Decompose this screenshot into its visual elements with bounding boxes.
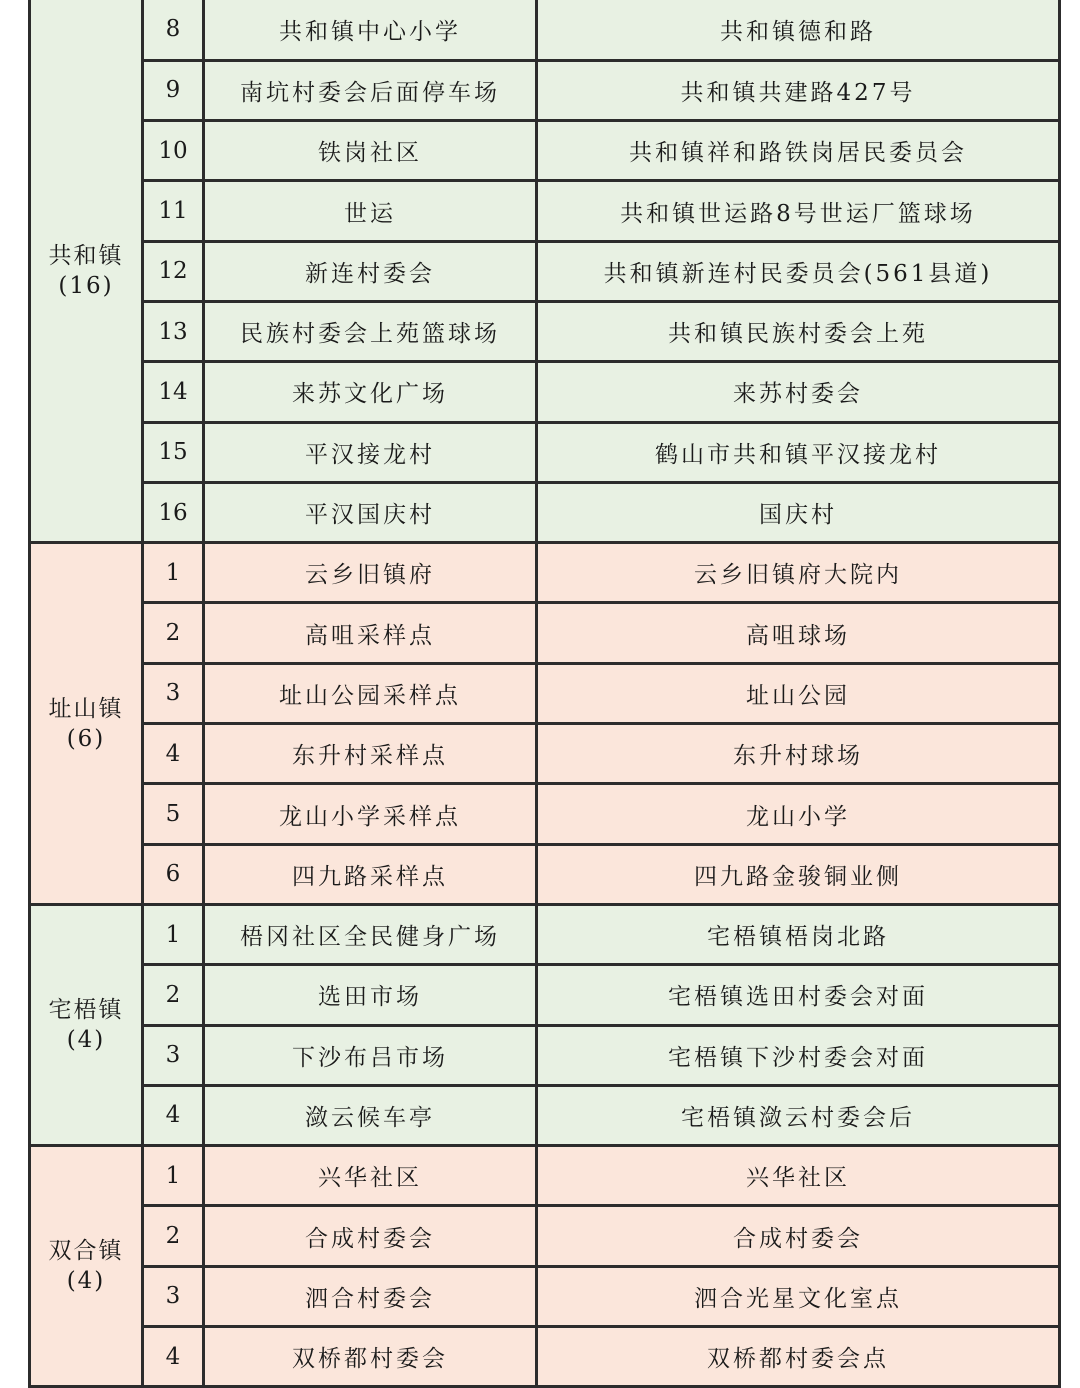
row-number: 4 (143, 724, 204, 784)
row-number: 4 (143, 1327, 204, 1387)
table-row (30, 181, 1060, 241)
site-name: 泗合村委会 (204, 1266, 537, 1326)
row-number: 15 (143, 422, 204, 482)
site-address: 双桥都村委会点 (537, 1327, 1060, 1387)
town-name: 共和镇 (48, 242, 124, 269)
table-row (30, 1025, 1060, 1085)
row-number: 11 (143, 181, 204, 241)
site-address: 合成村委会 (537, 1206, 1060, 1266)
town-cell (30, 904, 143, 1145)
table-row (30, 1327, 1060, 1387)
site-address: 来苏村委会 (537, 362, 1060, 422)
row-number: 16 (143, 482, 204, 542)
town-site-count: (6) (66, 725, 106, 752)
site-address: 四九路金骏铜业侧 (537, 844, 1060, 904)
site-name: 合成村委会 (204, 1206, 537, 1266)
site-address: 宅梧镇下沙村委会对面 (537, 1025, 1060, 1085)
row-number: 2 (143, 1206, 204, 1266)
row-number: 3 (143, 663, 204, 723)
sampling-site-table (28, 0, 1061, 1388)
site-name: 龙山小学采样点 (204, 784, 537, 844)
table-row (30, 784, 1060, 844)
table-row (30, 543, 1060, 603)
row-number: 4 (143, 1085, 204, 1145)
row-number: 1 (143, 543, 204, 603)
site-address: 宅梧镇选田村委会对面 (537, 965, 1060, 1025)
site-name: 兴华社区 (204, 1146, 537, 1206)
site-address: 鹤山市共和镇平汉接龙村 (537, 422, 1060, 482)
site-address: 国庆村 (537, 482, 1060, 542)
table-row (30, 904, 1060, 964)
row-number: 10 (143, 121, 204, 181)
table-row (30, 965, 1060, 1025)
table-row (30, 482, 1060, 542)
table-row (30, 663, 1060, 723)
row-number: 2 (143, 603, 204, 663)
site-name: 民族村委会上苑篮球场 (204, 301, 537, 361)
row-number: 1 (143, 1146, 204, 1206)
town-cell (30, 0, 143, 543)
row-number: 13 (143, 301, 204, 361)
table-row (30, 1266, 1060, 1326)
site-name: 潋云候车亭 (204, 1085, 537, 1145)
table-row (30, 844, 1060, 904)
site-address: 宅梧镇潋云村委会后 (537, 1085, 1060, 1145)
table-row (30, 724, 1060, 784)
site-name: 铁岗社区 (204, 121, 537, 181)
site-name: 高咀采样点 (204, 603, 537, 663)
site-name: 南坑村委会后面停车场 (204, 60, 537, 120)
table-row (30, 121, 1060, 181)
site-name: 新连村委会 (204, 241, 537, 301)
site-name: 双桥都村委会 (204, 1327, 537, 1387)
town-cell (30, 1146, 143, 1387)
site-name: 四九路采样点 (204, 844, 537, 904)
site-name: 址山公园采样点 (204, 663, 537, 723)
site-address: 宅梧镇梧岗北路 (537, 904, 1060, 964)
site-name: 下沙布吕市场 (204, 1025, 537, 1085)
site-name: 世运 (204, 181, 537, 241)
table-row (30, 1146, 1060, 1206)
site-name: 东升村采样点 (204, 724, 537, 784)
table-row (30, 1085, 1060, 1145)
table-body (30, 0, 1060, 1387)
row-number: 8 (143, 0, 204, 60)
row-number: 14 (143, 362, 204, 422)
site-address: 共和镇共建路427号 (537, 60, 1060, 120)
site-address: 泗合光星文化室点 (537, 1266, 1060, 1326)
table-row (30, 301, 1060, 361)
site-address: 高咀球场 (537, 603, 1060, 663)
site-name: 平汉国庆村 (204, 482, 537, 542)
town-cell (30, 543, 143, 905)
site-address: 共和镇新连村民委员会(561县道) (537, 241, 1060, 301)
town-name: 双合镇 (48, 1238, 124, 1265)
town-site-count: (4) (66, 1027, 106, 1054)
site-address: 云乡旧镇府大院内 (537, 543, 1060, 603)
site-address: 共和镇祥和路铁岗居民委员会 (537, 121, 1060, 181)
site-name: 共和镇中心小学 (204, 0, 537, 60)
site-name: 来苏文化广场 (204, 362, 537, 422)
town-site-count: (16) (58, 272, 114, 299)
site-address: 址山公园 (537, 663, 1060, 723)
site-address: 共和镇德和路 (537, 0, 1060, 60)
row-number: 9 (143, 60, 204, 120)
table-row (30, 60, 1060, 120)
table-row (30, 1206, 1060, 1266)
site-name: 云乡旧镇府 (204, 543, 537, 603)
row-number: 3 (143, 1266, 204, 1326)
site-name: 梧冈社区全民健身广场 (204, 904, 537, 964)
site-address: 共和镇世运路8号世运厂篮球场 (537, 181, 1060, 241)
row-number: 5 (143, 784, 204, 844)
town-name: 宅梧镇 (48, 997, 124, 1024)
row-number: 6 (143, 844, 204, 904)
row-number: 2 (143, 965, 204, 1025)
site-address: 兴华社区 (537, 1146, 1060, 1206)
town-name: 址山镇 (48, 695, 124, 722)
table-row (30, 603, 1060, 663)
table-row (30, 362, 1060, 422)
site-address: 共和镇民族村委会上苑 (537, 301, 1060, 361)
town-site-count: (4) (66, 1268, 106, 1295)
table-row (30, 0, 1060, 60)
site-address: 龙山小学 (537, 784, 1060, 844)
site-address: 东升村球场 (537, 724, 1060, 784)
row-number: 12 (143, 241, 204, 301)
table-row (30, 422, 1060, 482)
site-name: 选田市场 (204, 965, 537, 1025)
table-row (30, 241, 1060, 301)
row-number: 3 (143, 1025, 204, 1085)
row-number: 1 (143, 904, 204, 964)
site-name: 平汉接龙村 (204, 422, 537, 482)
